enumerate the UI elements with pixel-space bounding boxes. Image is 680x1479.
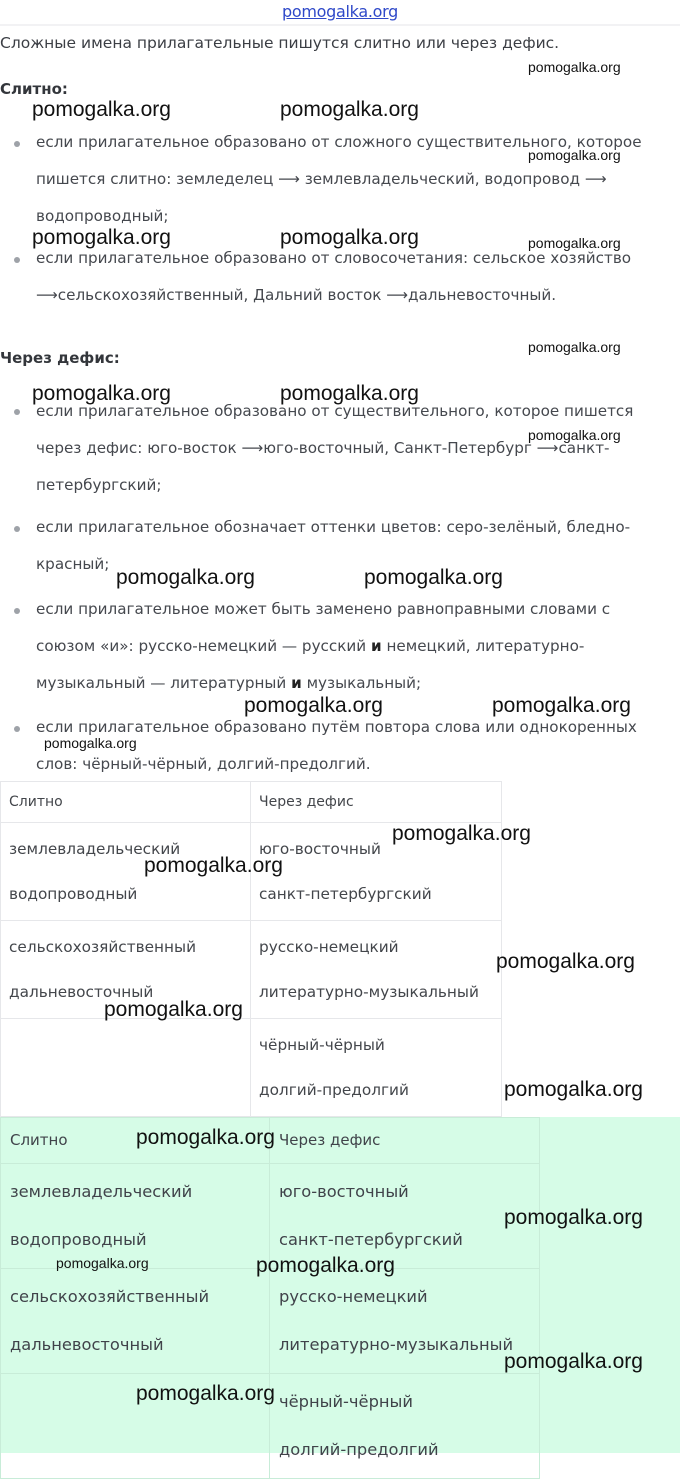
watermark: pomogalka.org (528, 427, 621, 443)
rule-line: водопроводный; (36, 207, 169, 225)
watermark: pomogalka.org (280, 382, 419, 405)
watermark: pomogalka.org (256, 1254, 395, 1277)
spelling-table-highlighted (0, 1117, 540, 1479)
rule-line: ⟶сельскохозяйственный, Дальний восток ⟶дальневосточный. (36, 286, 557, 304)
watermark: pomogalka.org (364, 566, 503, 589)
rule-line: если прилагательное образовано от сложного существительного, которое (36, 133, 642, 151)
bullet-marker (14, 409, 20, 415)
table-cell: русско-немецкий литературно-музыкальный (270, 1269, 540, 1374)
table-cell: землевладельческий водопроводный (1, 1164, 270, 1269)
conjunction-and: и (291, 674, 302, 692)
table-cell: русско-немецкий литературно-музыкальный (251, 921, 502, 1019)
table-cell: землевладельческий водопроводный (1, 823, 251, 921)
conjunction-and: и (371, 637, 382, 655)
rule-line: союзом «и»: русско-немецкий — русский и немецкий, литературно- (36, 637, 585, 655)
watermark: pomogalka.org (528, 235, 621, 251)
bullet-marker (14, 608, 20, 614)
rule-line: если прилагательное образовано от существительного, которое пишется (36, 402, 634, 420)
rule-line: если прилагательное образовано от словосочетания: сельское хозяйство (36, 249, 632, 267)
table-cell: чёрный-чёрный долгий-предолгий (270, 1374, 540, 1479)
table-header: Слитно (9, 794, 63, 810)
watermark: pomogalka.org (116, 566, 255, 589)
table-cell (1, 1019, 251, 1117)
bullet-marker (14, 257, 20, 263)
rule-item (36, 240, 680, 314)
watermark: pomogalka.org (528, 339, 621, 355)
rule-line: красный; (36, 555, 110, 573)
intro-text: Сложные имена прилагательные пишутся слитно или через дефис. (0, 34, 560, 52)
watermark: pomogalka.org (504, 1206, 643, 1229)
top-divider (0, 24, 680, 26)
rule-line: если прилагательное может быть заменено равноправными словами с (36, 600, 611, 618)
table-header: Слитно (10, 1131, 68, 1149)
rule-line: петербургский; (36, 476, 162, 494)
watermark: pomogalka.org (504, 1078, 643, 1101)
table-cell: сельскохозяйственный дальневосточный (1, 1269, 270, 1374)
watermark: pomogalka.org (280, 226, 419, 249)
rule-line: если прилагательное обозначает оттенки цветов: серо-зелёный, бледно- (36, 518, 631, 536)
watermark: pomogalka.org (496, 950, 635, 973)
rule-line: слов: чёрный-чёрный, долгий-предолгий. (36, 755, 371, 773)
watermark: pomogalka.org (144, 854, 283, 877)
watermark: pomogalka.org (136, 1126, 275, 1149)
rule-line: через дефис: юго-восток ⟶юго-восточный, Санкт-Петербург ⟶санкт- (36, 439, 610, 457)
watermark: pomogalka.org (136, 1382, 275, 1405)
rule-line: если прилагательное образовано путём повтора слова или однокоренных (36, 718, 637, 736)
bullet-marker (14, 526, 20, 532)
heading-together: Слитно: (0, 80, 68, 98)
watermark: pomogalka.org (44, 735, 137, 751)
site-title-link[interactable]: pomogalka.org (282, 2, 398, 21)
heading-hyphen: Через дефис: (0, 349, 120, 367)
table-cell: юго-восточный санкт-петербургский (251, 823, 502, 921)
rule-line: музыкальный — литературный и музыкальный; (36, 674, 422, 692)
watermark: pomogalka.org (56, 1255, 149, 1271)
table-header: Через дефис (259, 794, 354, 810)
watermark: pomogalka.org (32, 382, 171, 405)
rule-item (36, 124, 680, 235)
rule-item (36, 591, 680, 702)
watermark: pomogalka.org (504, 1350, 643, 1373)
bullet-marker (14, 141, 20, 147)
bullet-marker (14, 726, 20, 732)
watermark: pomogalka.org (492, 694, 631, 717)
table-cell: сельскохозяйственный дальневосточный (1, 921, 251, 1019)
watermark: pomogalka.org (528, 59, 621, 75)
rule-item (36, 393, 680, 504)
rule-line: пишется слитно: земледелец ⟶ землевладельческий, водопровод ⟶ (36, 170, 607, 188)
watermark: pomogalka.org (104, 998, 243, 1021)
table-cell: юго-восточный санкт-петербургский (270, 1164, 540, 1269)
watermark: pomogalka.org (32, 98, 171, 121)
watermark: pomogalka.org (280, 98, 419, 121)
watermark: pomogalka.org (244, 694, 383, 717)
table-cell: чёрный-чёрный долгий-предолгий (251, 1019, 502, 1117)
watermark: pomogalka.org (32, 226, 171, 249)
table-header: Через дефис (279, 1131, 381, 1149)
watermark: pomogalka.org (528, 147, 621, 163)
watermark: pomogalka.org (392, 822, 531, 845)
